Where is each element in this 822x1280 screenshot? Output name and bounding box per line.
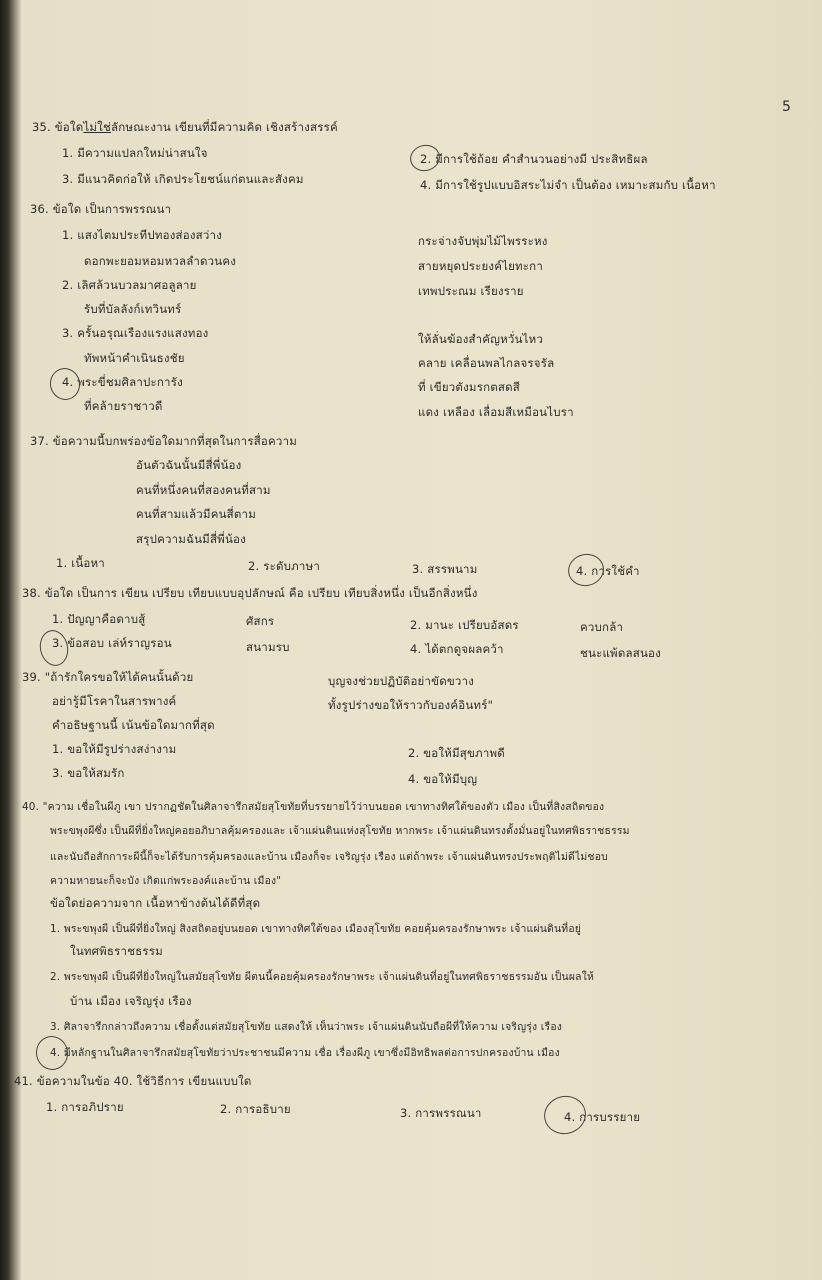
q40-passage-line-2: พระขพุงผีซึ่ง เป็นผีที่ยิ่งใหญ่คอยอภิบาลคุ้มครองและ เจ้าแผ่นดินแห่งสุโขทัย หากพระ เจ้าแผ่นดินทรงตั้งมั่นอยู่ในทศพิธราชธรรม bbox=[50, 825, 630, 837]
q36-option-4-line-4: แดง เหลือง เลื่อมสีเหมือนไบรา bbox=[418, 405, 574, 419]
q36-option-1-line-3: ดอกพะยอมหอมหวลลำดวนคง bbox=[84, 254, 237, 268]
q40-passage-line-3: และนับถือสักการะผีนี้ก็จะได้รับการคุ้มครองและบ้าน เมืองก็จะ เจริญรุ่ง เรือง แต่ถ้าพระ เจ้าแผ่นดินทรงประพฤติไม่ดีไม่ชอบ bbox=[50, 851, 608, 863]
q37-passage-line-4: สรุปความฉันมีสี่พี่น้อง bbox=[136, 532, 246, 546]
q39-option-1: 1. ขอให้มีรูปร่างสง่างาม bbox=[52, 742, 177, 756]
q36-option-2-line-2: เทพประณม เรียงราย bbox=[418, 284, 524, 298]
q36-option-1-line-2: กระจ่างจับพุ่มไม้ไพรระหง bbox=[418, 234, 548, 248]
q38-option-2-b: ควบกล้า bbox=[580, 620, 624, 634]
answer-circle-q36 bbox=[47, 365, 83, 403]
q39-option-3: 3. ขอให้สมรัก bbox=[52, 766, 125, 780]
q40-option-3: 3. ศิลาจารึกกล่าวถึงความ เชื่อตั้งแต่สมัยสุโขทัย แสดงให้ เห็นว่าพระ เจ้าแผ่นดินนับถือผีที่ให้ความ เจริญรุ่ง เรือง bbox=[50, 1021, 563, 1033]
q38-option-1-a: 1. ปัญญาคือดาบสู้ bbox=[52, 612, 146, 626]
q35-option-4: 4. มีการใช้รูปแบบอิสระไม่จำ เป็นต้อง เหมาะสมกับ เนื้อหา bbox=[420, 178, 716, 192]
q40-option-2-line-1: 2. พระขพุงผี เป็นผีที่ยิ่งใหญ่ในสมัยสุโขทัย ผีตนนี้คอยคุ้มครองรักษาพระ เจ้าแผ่นดินที่อยู่ในทศพิธราชธรรมอัน เป็นผลให้ bbox=[50, 971, 595, 983]
q37-option-2: 2. ระดับภาษา bbox=[248, 559, 321, 573]
q41-option-1: 1. การอภิปราย bbox=[46, 1100, 124, 1114]
q36-option-3-line-1: 3. ครั้นอรุณเรืองแรงแสงทอง bbox=[62, 326, 209, 340]
q40-question: ข้อใดย่อความจาก เนื้อหาข้างต้นได้ดีที่สุด bbox=[50, 896, 261, 910]
q36-option-4-line-3: ที่คล้ายราชาวดี bbox=[84, 399, 163, 413]
q41-option-3: 3. การพรรณนา bbox=[400, 1106, 482, 1120]
answer-circle-q35 bbox=[408, 142, 443, 174]
q41-option-2: 2. การอธิบาย bbox=[220, 1102, 291, 1116]
page-number: 5 bbox=[782, 99, 792, 115]
answer-circle-q37 bbox=[565, 551, 607, 590]
q39-poem-line-1-b: บุญจงช่วยปฏิบัติอย่าขัดขวาง bbox=[328, 674, 475, 688]
q40-option-2-line-2: บ้าน เมือง เจริญรุ่ง เรือง bbox=[70, 994, 192, 1008]
q36-option-3-line-2: ให้ลั่นฆ้องสำคัญหวั่นไหว bbox=[418, 332, 544, 346]
q40-option-1-line-1: 1. พระขพุงผี เป็นผีที่ยิ่งใหญ่ สิงสถิตอยู่บนยอด เขาทางทิศใต้ของ เมืองสุโขทัย คอยคุ้มครองรักษาพระ เจ้าแผ่นดินที่อยู่ bbox=[50, 923, 582, 935]
question-35-stem bbox=[32, 120, 338, 134]
q35-stem-underlined: ไม่ใช่ bbox=[83, 120, 111, 134]
q37-passage-line-3: คนที่สามแล้วมีคนสี่ตาม bbox=[136, 507, 256, 521]
q40-passage-line-1: 40. "ความ เชื่อในผีภู เขา ปรากฏชัดในศิลาจารึกสมัยสุโขทัยที่บรรยายไว้ว่าบนยอด เขาทางทิศใต้ของตัว เมือง เป็นที่สิงสถิตของ bbox=[22, 801, 605, 813]
answer-circle-q38 bbox=[37, 627, 72, 668]
q36-option-3-line-4: คลาย เคลื่อนพลไกลจรจรัล bbox=[418, 356, 555, 370]
question-37-stem: 37. ข้อความนี้บกพร่องข้อใดมากที่สุดในการสื่อความ bbox=[30, 434, 298, 448]
q37-option-3: 3. สรรพนาม bbox=[412, 562, 478, 576]
q39-option-2: 2. ขอให้มีสุขภาพดี bbox=[408, 746, 505, 760]
q38-option-2-a: 2. มานะ เปรียบอัสดร bbox=[410, 618, 519, 632]
q39-question: คำอธิษฐานนี้ เน้นข้อใดมากที่สุด bbox=[52, 718, 215, 732]
q36-option-4-line-1: 4. พระขี่ชมศิลาปะการัง bbox=[62, 375, 183, 389]
q38-option-3-a: 3. ข้อสอบ เล่ห์ราญรอน bbox=[52, 636, 172, 650]
question-38-stem: 38. ข้อใด เป็นการ เขียน เปรียบ เทียบแบบอุปลักษณ์ คือ เปรียบ เทียบสิ่งหนึ่ง เป็นอีกสิ่งหนึ่ง bbox=[22, 586, 478, 600]
q39-poem-line-2-b: ทั้งรูปร่างขอให้ราวกับองค์อินทร์" bbox=[328, 698, 494, 712]
q35-option-3: 3. มีแนวคิดก่อให้ เกิดประโยชน์แก่ตนและสังคม bbox=[62, 172, 304, 186]
q35-stem-post: ลักษณะงาน เขียนที่มีความคิด เชิงสร้างสรรค์ bbox=[111, 120, 338, 134]
q36-option-3-line-3: ทัพหน้าคำเนินธงชัย bbox=[84, 351, 185, 365]
q35-option-2: 2. มีการใช้ถ้อย คำสำนวนอย่างมี ประสิทธิผล bbox=[420, 152, 648, 166]
q38-option-4-b: ชนะแพ้ดลสนอง bbox=[580, 646, 661, 660]
q39-option-4: 4. ขอให้มีบุญ bbox=[408, 772, 478, 786]
q40-passage-line-4: ความหายนะก็จะบัง เกิดแก่พระองค์และบ้าน เมือง" bbox=[50, 875, 282, 887]
q38-option-4-a: 4. ได้ตกดูจผลคว้า bbox=[410, 642, 504, 656]
q40-option-4: 4. มีหลักฐานในศิลาจารึกสมัยสุโขทัยว่าประชาชนมีความ เชื่อ เรื่องผีภู เขาซึ่งมีอิทธิพลต่อการปกครองบ้าน เมือง bbox=[50, 1047, 560, 1059]
q36-option-1-line-1: 1. แสงไตมประทีปทองส่องสว่าง bbox=[62, 228, 223, 242]
q36-option-2-line-1: 2. เลิศล้วนบวลมาศอลูลาย bbox=[62, 278, 197, 292]
q41-option-4: 4. การบรรยาย bbox=[564, 1110, 641, 1124]
q40-option-1-line-2: ในทศพิธราชธรรม bbox=[70, 944, 163, 958]
q36-option-2-line-3: รับที่บัลลังก์เทวินทร์ bbox=[84, 302, 182, 316]
q39-poem-line-1-a: 39. "ถ้ารักใครขอให้ได้คนนั้นด้วย bbox=[22, 670, 194, 684]
q37-option-1: 1. เนื้อหา bbox=[56, 556, 105, 570]
q39-poem-line-2-a: อย่ารู้มีโรคาในสารพางค์ bbox=[52, 694, 177, 708]
q38-option-1-b: ศัสกร bbox=[246, 614, 275, 628]
q38-option-3-b: สนามรบ bbox=[246, 640, 290, 654]
q37-option-4: 4. การใช้คำ bbox=[576, 564, 640, 578]
question-36-stem: 36. ข้อใด เป็นการพรรณนา bbox=[30, 202, 172, 216]
q36-option-1-line-4: สายหยุดประยงค์ไยทะกา bbox=[418, 259, 544, 273]
question-41-stem: 41. ข้อความในข้อ 40. ใช้วิธีการ เขียนแบบใด bbox=[14, 1074, 252, 1088]
q35-option-1: 1. มีความแปลกใหม่น่าสนใจ bbox=[62, 146, 208, 160]
q35-stem-pre: 35. ข้อใด bbox=[32, 120, 84, 134]
q36-option-4-line-2: ที่ เขียวตังมรกตสดสี bbox=[418, 380, 521, 394]
q37-passage-line-2: คนที่หนึ่งคนที่สองคนที่สาม bbox=[136, 483, 271, 497]
answer-circle-q40 bbox=[33, 1033, 71, 1073]
answer-circle-q41 bbox=[541, 1092, 590, 1138]
q37-passage-line-1: อันตัวฉันนั้นมีสี่พี่น้อง bbox=[136, 458, 242, 472]
